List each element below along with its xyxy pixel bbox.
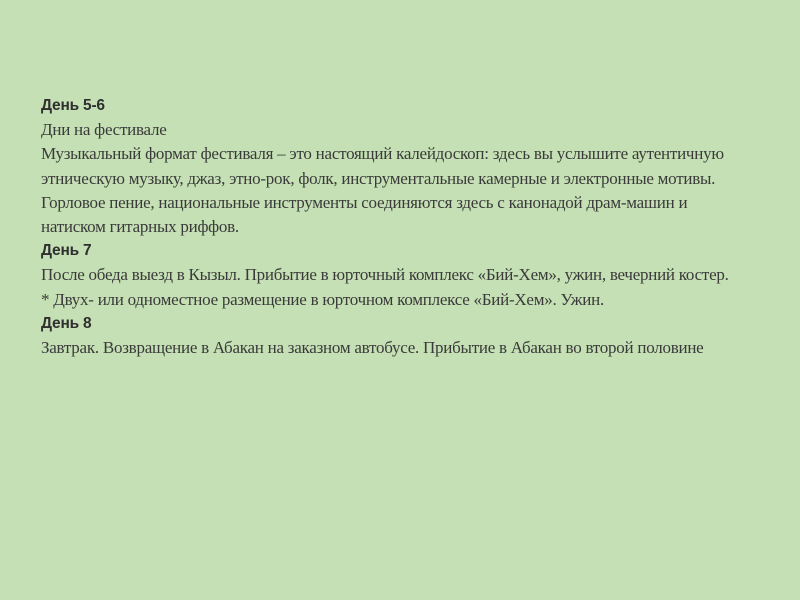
day-5-6-heading: День 5-6 xyxy=(41,97,105,114)
day-7-description: После обеда выезд в Кызыл. Прибытие в юрточный комплекс «Бий-Хем», ужин, вечерний костер. xyxy=(41,265,729,285)
day-5-6-subtitle: Дни на фестивале xyxy=(41,120,167,140)
day-7-accommodation-note: * Двух- или одноместное размещение в юрточном комплексе «Бий-Хем». Ужин. xyxy=(41,289,604,309)
slide-text-body xyxy=(41,94,741,360)
day-8-description: Завтрак. Возвращение в Абакан на заказном автобусе. Прибытие в Абакан во второй половине xyxy=(41,338,704,358)
day-8-heading: День 8 xyxy=(41,314,92,332)
day-5-6-description: Музыкальный формат фестиваля – это настоящий калейдоскоп: здесь вы услышите аутентичную этническую музыку, джаз, этно-рок, фолк, инструментальные камерные и электронные мотивы. Горловое пение, национальные инструменты соединяются здесь с канонадой драм-машин и натиском гитарных риффов. xyxy=(41,144,724,237)
day-7-heading: День 7 xyxy=(41,242,92,260)
